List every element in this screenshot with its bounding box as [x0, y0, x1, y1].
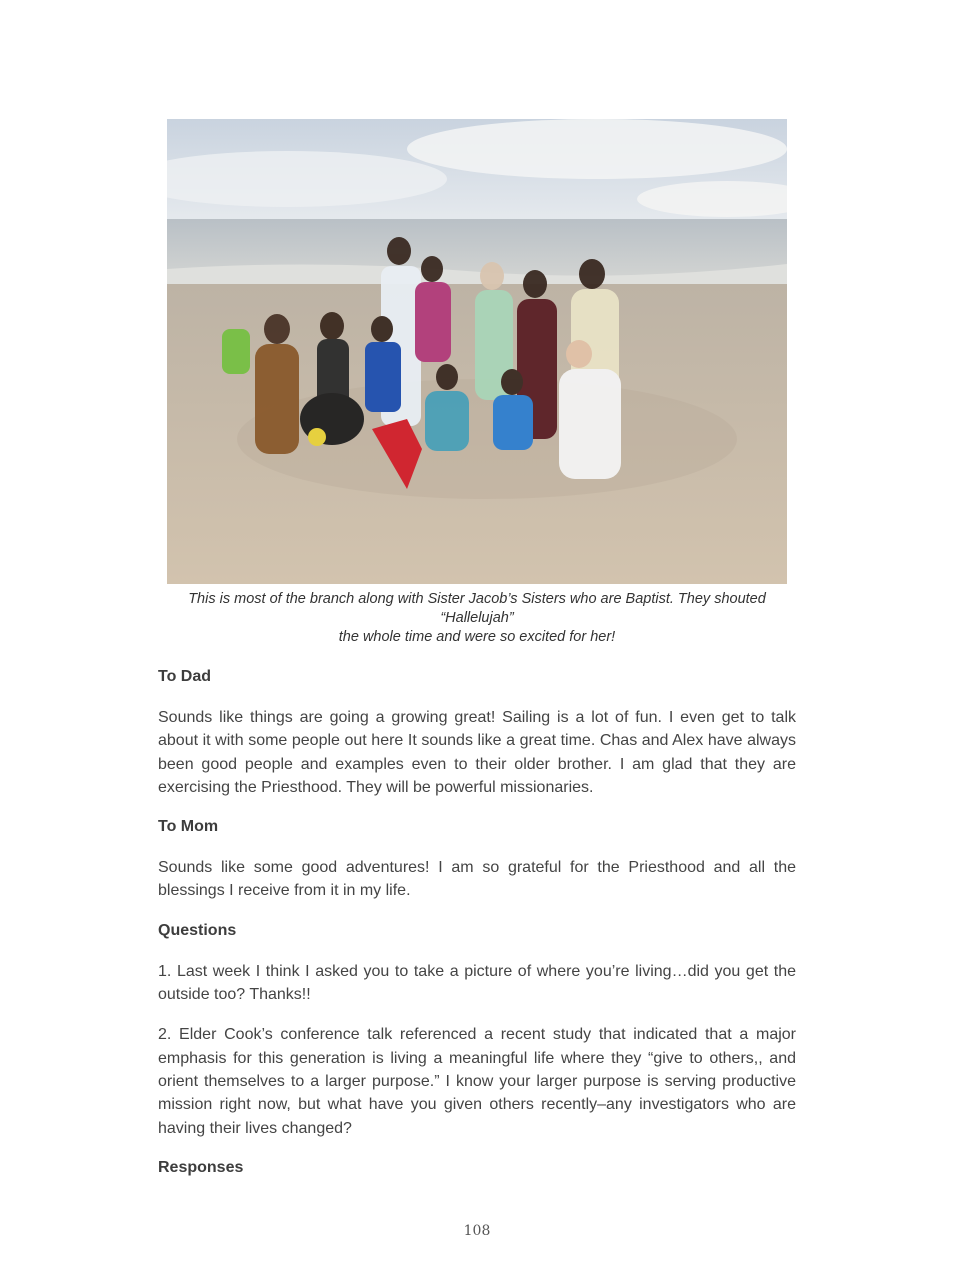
caption-line-2: the whole time and were so excited for her!: [338, 629, 616, 645]
to-mom-heading: To Mom: [158, 818, 219, 836]
question-1: 1. Last week I think I asked you to take a picture of where you’re living…did you get the outside too? Thanks!!: [158, 962, 796, 1004]
photo-caption: [158, 590, 796, 647]
page-number: 108: [463, 1223, 491, 1239]
to-dad-paragraph: Sounds like things are going a growing great! Sailing is a lot of fun. I even get to talk about it with some people out here It sounds like a great time. Chas and Alex have always been good people and examples even to their older brother. I am glad that they are exercising the Priesthood. They will be powerful missionaries.: [158, 709, 796, 796]
to-dad-heading: To Dad: [158, 668, 212, 685]
group-photo: [167, 119, 787, 584]
responses-heading: Responses: [158, 1158, 244, 1176]
letter-body: [158, 666, 796, 1197]
caption-line-1: This is most of the branch along with Sister Jacob’s Sisters who are Baptist. They shouted “Hallelujah”: [188, 591, 766, 626]
question-2: 2. Elder Cook’s conference talk referenced a recent study that indicated that a major emphasis for this generation is living a meaningful life where they “give to others,, and orient themselves to a larger purpose.” I know your larger purpose is serving productive mission right now, but what have you given others recently–any investigators who are having their lives changed?: [158, 1026, 796, 1137]
questions-heading: Questions: [158, 921, 237, 939]
to-mom-paragraph: Sounds like some good adventures! I am so grateful for the Priesthood and all the blessings I receive from it in my life.: [158, 859, 796, 900]
